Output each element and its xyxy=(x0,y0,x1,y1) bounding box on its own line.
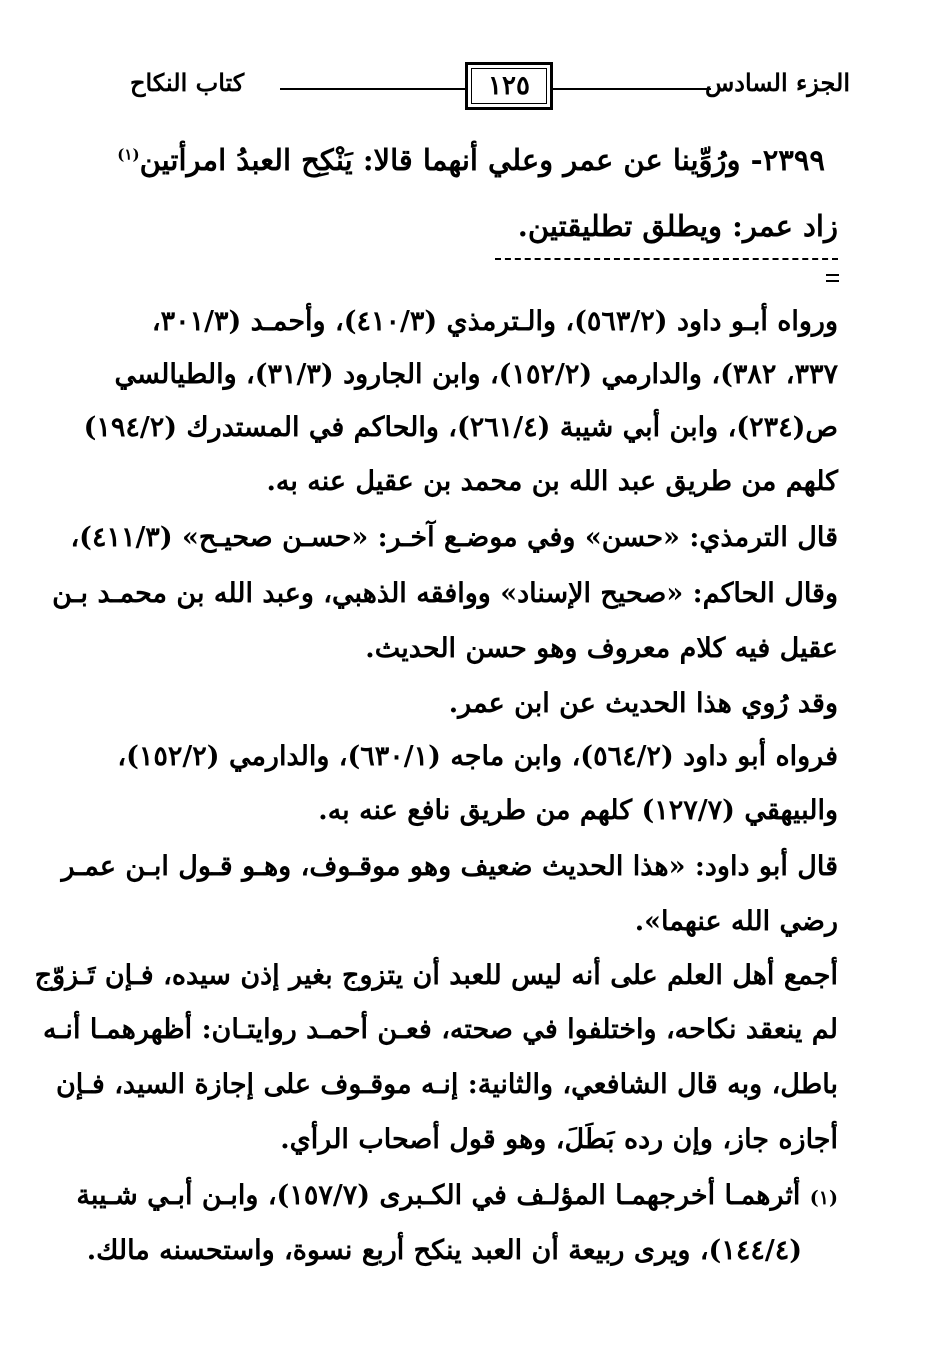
footnote-marker: (١) xyxy=(809,1187,838,1209)
separator-double-bottom xyxy=(826,280,839,282)
running-header xyxy=(130,62,850,122)
takhrij-line: وقد رُوي هذا الحديث عن ابن عمر. xyxy=(448,688,838,719)
chapter-title: كتاب النكاح xyxy=(130,68,245,97)
separator-dashed xyxy=(495,258,838,260)
takhrij-line: ورواه أبـو داود (٥٦٣/٢)، والـترمذي (٤١٠/٣)، وأحمـد (٣٠١/٣، xyxy=(151,306,838,337)
takhrij-line: وقال الحاكم: «صحيح الإسناد» ووافقه الذهبي، وعبد الله بن محمـد بـن xyxy=(52,578,838,609)
takhrij-line: ٣٣٧، ٣٨٢)، والدارمي (١٥٢/٢)، وابن الجارود (٣١/٣)، والطيالسي xyxy=(114,359,838,390)
volume-title: الجزء السادس xyxy=(704,68,850,97)
takhrij-line: قال الترمذي: «حسن» وفي موضـع آخـر: «حسـن صحيـح» (٤١١/٣)، xyxy=(70,522,838,553)
takhrij-line: ص(٢٣٤)، وابن أبي شيبة (٢٦١/٤)، والحاكم في المستدرك (١٩٤/٢) xyxy=(83,412,838,443)
takhrij-line: فرواه أبو داود (٥٦٤/٢)، وابن ماجه (٦٣٠/١)، والدارمي (١٥٢/٢)، xyxy=(117,741,838,772)
takhrij-line: رضي الله عنهما». xyxy=(634,906,838,937)
separator-double-top xyxy=(826,274,839,276)
header-rule-right xyxy=(553,88,711,90)
fiqh-line: لم ينعقد نكاحه، واختلفوا في صحته، فعـن أحمـد روايتـان: أظهرهمـا أنـه xyxy=(43,1014,838,1045)
takhrij-line: قال أبو داود: «هذا الحديث ضعيف وهو موقـوف، وهـو قـول ابـن عمـر xyxy=(61,851,838,882)
footnote-text: أثرهمـا أخرجهمـا المؤلـف في الكـبرى (١٥٧/٧)، وابـن أبـي شـيبة xyxy=(76,1180,801,1211)
footnote-reference: (١) xyxy=(117,145,140,164)
hadith-text: ٢٣٩٩- ورُوِّينا عن عمر وعلي أنهما قالا: يَنْكِح العبدُ امرأتين xyxy=(139,143,825,177)
footnote-line: (١٤٤/٤)، ويرى ربيعة أن العبد ينكح أربع نسوة، واستحسنه مالك. xyxy=(86,1235,802,1266)
fiqh-line: باطل، وبه قال الشافعي، والثانية: إنـه موقـوف على إجازة السيد، فـإن xyxy=(55,1069,838,1100)
fiqh-line: أجمع أهل العلم على أنه ليس للعبد أن يتزوج بغير إذن سيده، فـإن تَـزوّج xyxy=(34,960,838,991)
page-number: ١٢٥ xyxy=(465,62,553,110)
hadith-text-line xyxy=(117,143,825,177)
takhrij-line: كلهم من طريق عبد الله بن محمد بن عقيل عنه به. xyxy=(266,466,838,497)
hadith-text-line: زاد عمر: ويطلق تطليقتين. xyxy=(517,209,838,243)
header-rule-left xyxy=(280,88,465,90)
fiqh-line: أجازه جاز، وإن رده بَطَلَ، وهو قول أصحاب الرأي. xyxy=(280,1124,838,1155)
takhrij-line: والبيهقي (١٢٧/٧) كلهم من طريق نافع عنه به. xyxy=(318,795,838,826)
takhrij-line: عقيل فيه كلام معروف وهو حسن الحديث. xyxy=(365,633,838,664)
footnote-line xyxy=(76,1182,838,1209)
